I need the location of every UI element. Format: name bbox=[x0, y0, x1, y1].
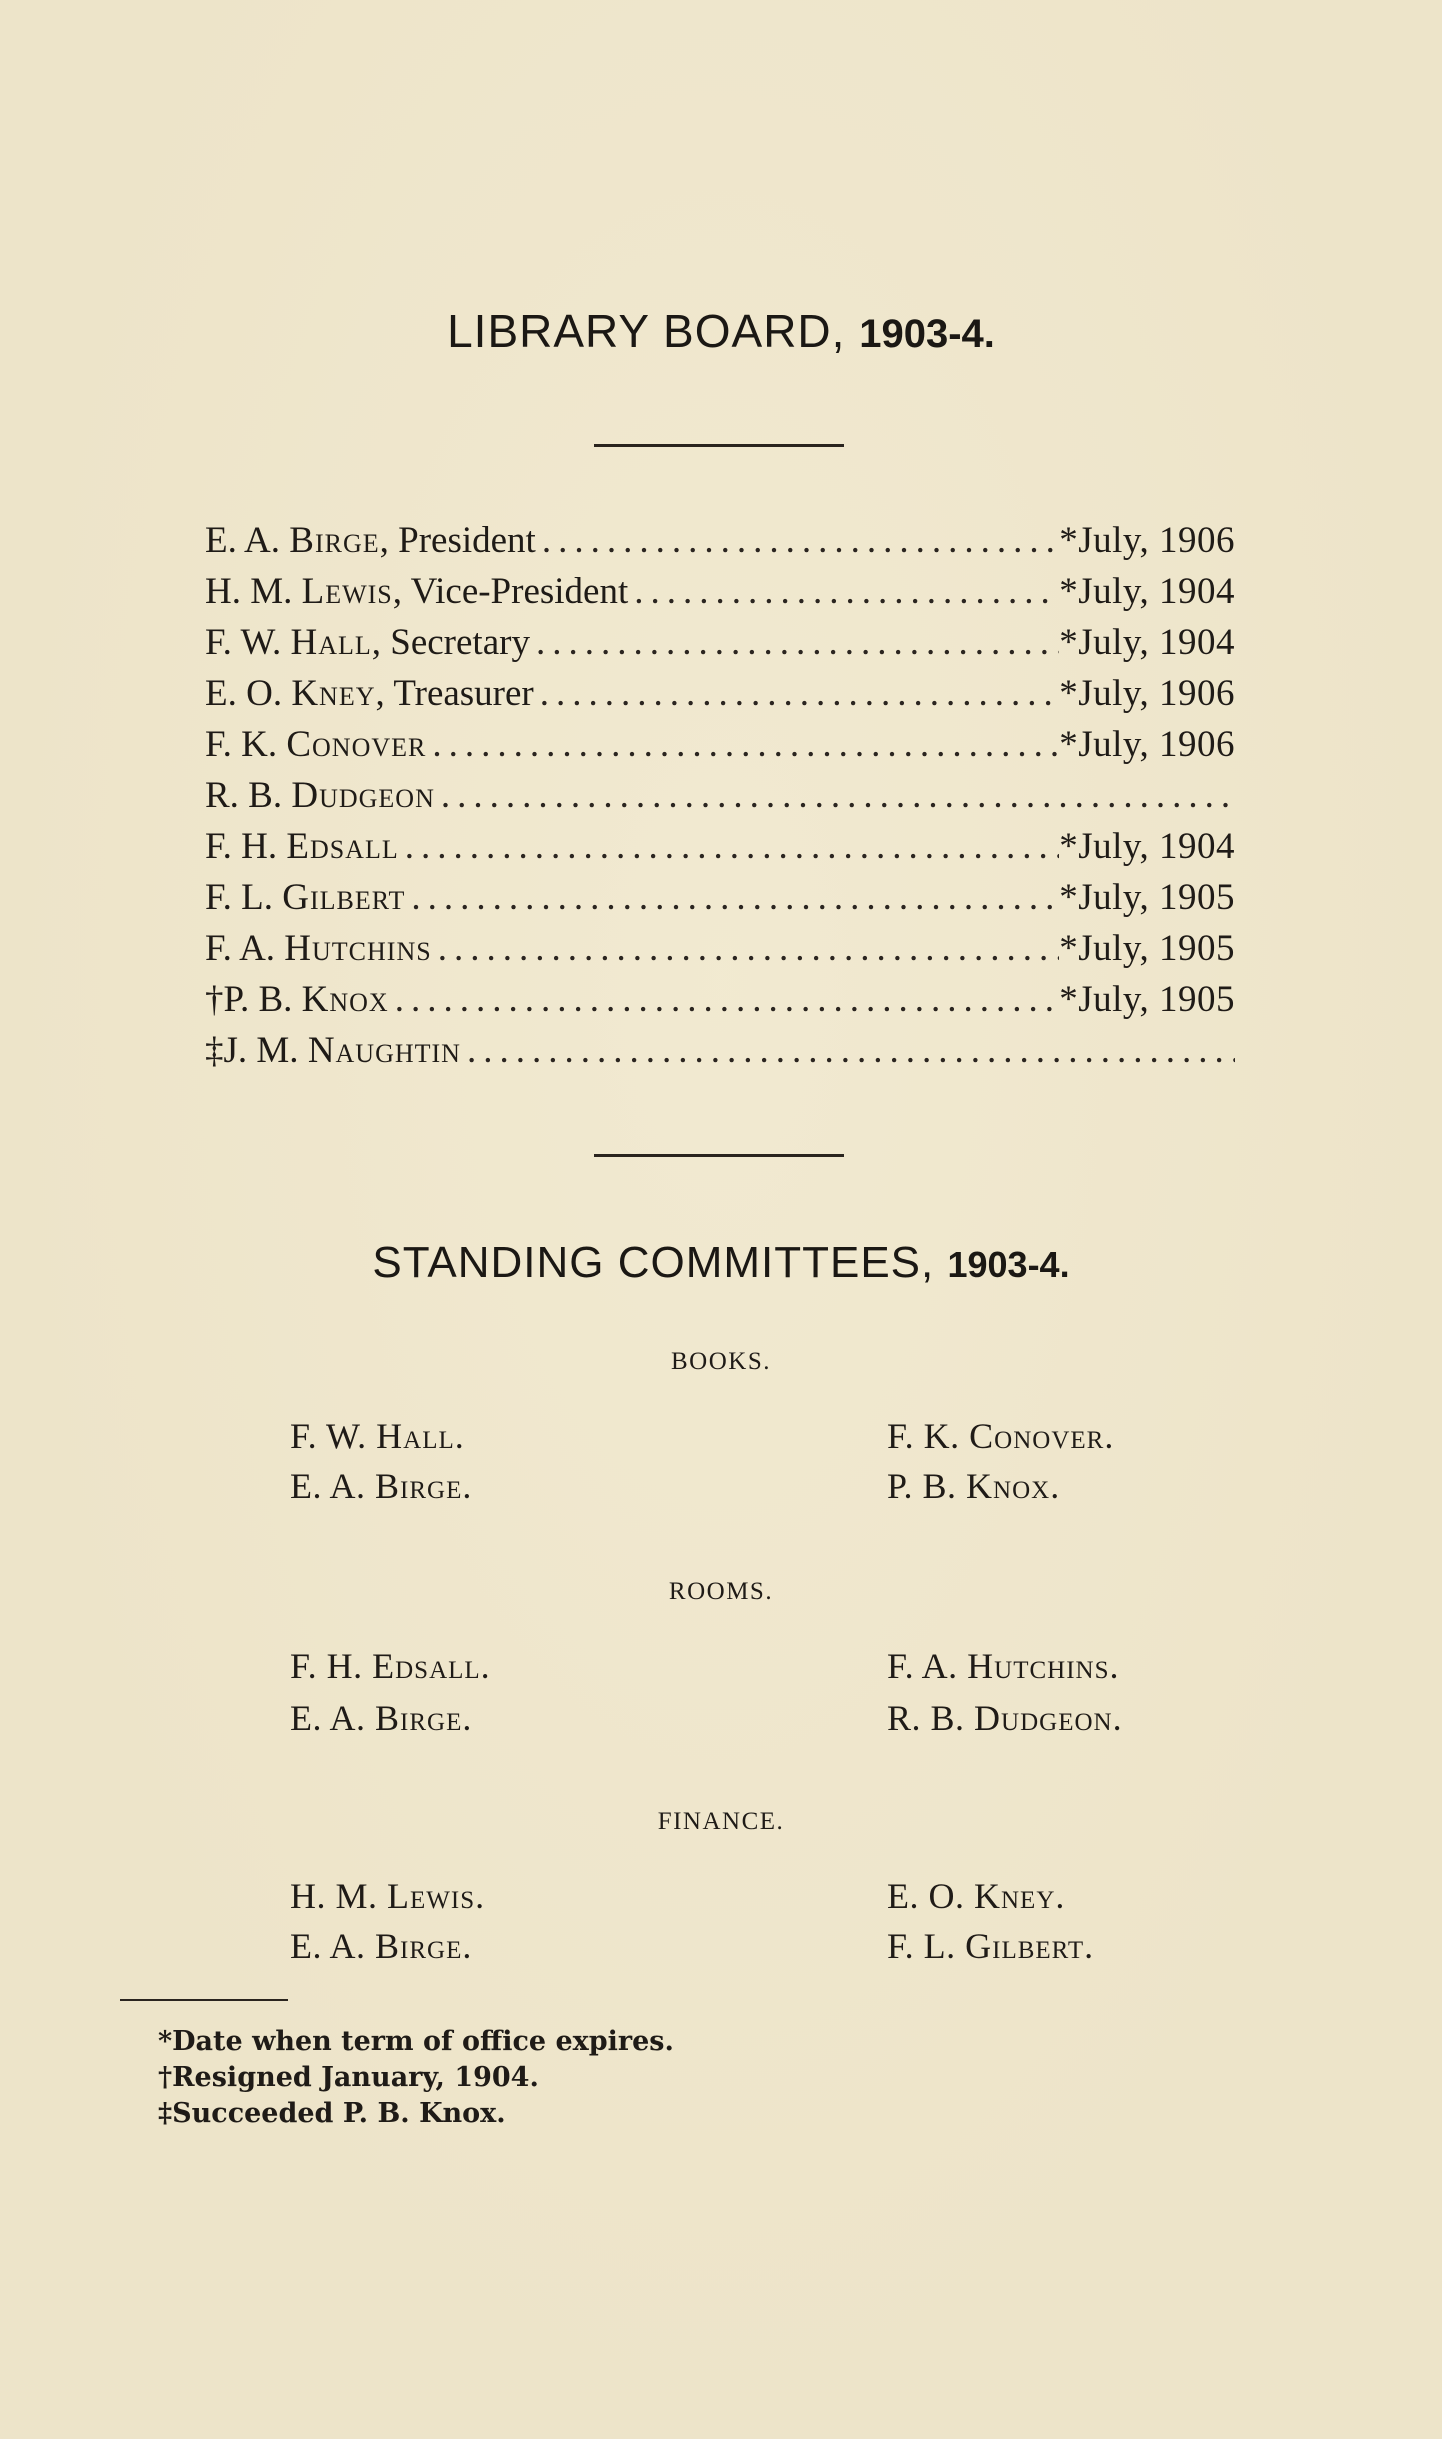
board-member-row bbox=[205, 567, 1235, 617]
member-term: *July, 1906 bbox=[1059, 673, 1235, 714]
board-year: 1903-4. bbox=[859, 312, 995, 356]
dot-leader bbox=[389, 975, 1060, 1025]
dot-leader bbox=[399, 822, 1059, 872]
member-name: E. O. Kney, Treasurer bbox=[205, 673, 534, 714]
committee-label-rooms: ROOMS. bbox=[668, 1578, 774, 1605]
footnote-term-expiry: *Date when term of office expires. bbox=[158, 2026, 674, 2057]
dot-leader bbox=[530, 618, 1059, 668]
member-term: *July, 1905 bbox=[1059, 928, 1235, 969]
member-term: *July, 1904 bbox=[1059, 571, 1235, 612]
heading-rule-top bbox=[594, 444, 844, 447]
dot-leader bbox=[405, 873, 1059, 923]
board-member-row bbox=[205, 873, 1235, 923]
member-term: *July, 1906 bbox=[1059, 724, 1235, 765]
committees-heading bbox=[0, 1238, 1442, 1288]
member-name: H. M. Lewis, Vice-President bbox=[205, 571, 629, 612]
committee-member: R. B. Dudgeon. bbox=[887, 1698, 1123, 1738]
member-name: †P. B. Knox bbox=[205, 979, 389, 1020]
board-member-row bbox=[205, 924, 1235, 974]
committee-label-books: BOOKS. bbox=[671, 1348, 771, 1375]
committee-member: F. A. Hutchins. bbox=[887, 1646, 1120, 1686]
footnote-rule bbox=[120, 1999, 288, 2001]
committee-member: F. K. Conover. bbox=[887, 1416, 1115, 1456]
footnote-resigned: †Resigned January, 1904. bbox=[158, 2062, 539, 2093]
dot-leader bbox=[432, 924, 1060, 974]
board-member-row bbox=[205, 516, 1235, 566]
member-name: ‡J. M. Naughtin bbox=[205, 1030, 461, 1071]
member-name: F. W. Hall, Secretary bbox=[205, 622, 530, 663]
dot-leader bbox=[461, 1026, 1235, 1076]
committee-label-finance: FINANCE. bbox=[657, 1808, 785, 1835]
footnote-succeeded: ‡Succeeded P. B. Knox. bbox=[158, 2098, 506, 2129]
member-name: F. H. Edsall bbox=[205, 826, 399, 867]
dot-leader bbox=[536, 516, 1059, 566]
member-term: *July, 1905 bbox=[1059, 877, 1235, 918]
committee-member: E. A. Birge. bbox=[290, 1698, 473, 1738]
board-member-row bbox=[205, 822, 1235, 872]
committees-title: STANDING COMMITTEES, bbox=[372, 1238, 935, 1287]
dot-leader bbox=[628, 567, 1059, 617]
member-term: *July, 1904 bbox=[1059, 622, 1235, 663]
board-heading bbox=[0, 304, 1442, 358]
member-term: *July, 1906 bbox=[1059, 520, 1235, 561]
member-term: *July, 1904 bbox=[1059, 826, 1235, 867]
dot-leader bbox=[435, 771, 1235, 821]
member-term: *July, 1905 bbox=[1059, 979, 1235, 1020]
committee-member: E. A. Birge. bbox=[290, 1466, 473, 1506]
committee-member: H. M. Lewis. bbox=[290, 1876, 486, 1916]
member-name: E. A. Birge, President bbox=[205, 520, 536, 561]
committee-member: F. H. Edsall. bbox=[290, 1646, 491, 1686]
committee-member: E. A. Birge. bbox=[290, 1926, 473, 1966]
board-title: LIBRARY BOARD, bbox=[447, 305, 846, 357]
board-member-row bbox=[205, 771, 1235, 821]
dot-leader bbox=[426, 720, 1059, 770]
committee-member: E. O. Kney. bbox=[887, 1876, 1066, 1916]
board-member-row bbox=[205, 618, 1235, 668]
dot-leader bbox=[534, 669, 1059, 719]
board-member-row bbox=[205, 975, 1235, 1025]
section-divider-rule bbox=[594, 1154, 844, 1157]
member-name: F. A. Hutchins bbox=[205, 928, 432, 969]
committee-member: F. W. Hall. bbox=[290, 1416, 465, 1456]
board-member-row bbox=[205, 669, 1235, 719]
member-name: F. L. Gilbert bbox=[205, 877, 406, 918]
committee-member: F. L. Gilbert. bbox=[887, 1926, 1095, 1966]
committee-member: P. B. Knox. bbox=[887, 1466, 1061, 1506]
committees-year: 1903-4. bbox=[947, 1244, 1070, 1285]
member-name: F. K. Conover bbox=[205, 724, 427, 765]
board-member-row bbox=[205, 720, 1235, 770]
board-member-row bbox=[205, 1026, 1235, 1076]
member-name: R. B. Dudgeon bbox=[205, 775, 435, 816]
